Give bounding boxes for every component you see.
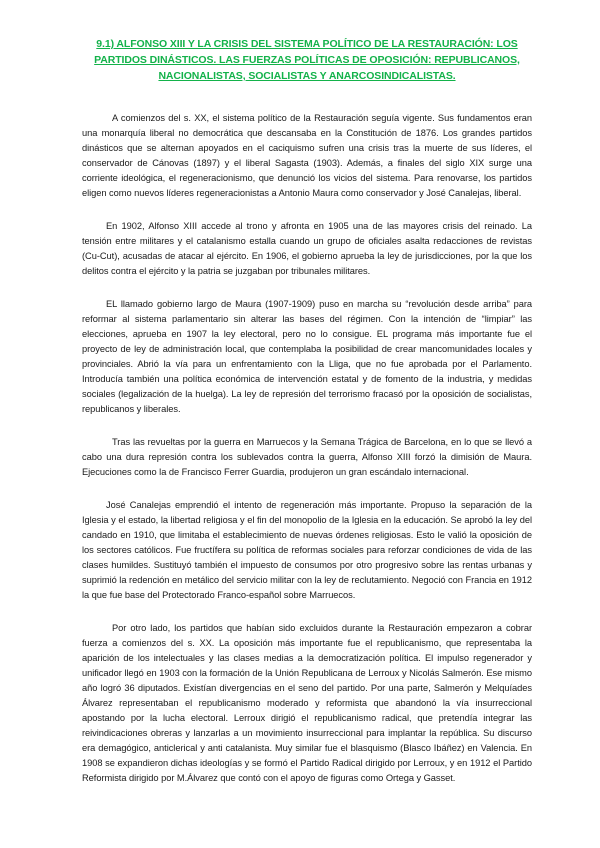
document-title: 9.1) ALFONSO XIII Y LA CRISIS DEL SISTEMA POLÍTICO DE LA RESTAURACIÓN: LOS PARTIDOS DINÁSTICOS. LAS FUERZAS POLÍTICAS DE OPOSICIÓN: REPUBLICANOS, NACIONALISTAS, SOCIALISTAS Y ANARCOSINDICALISTAS. [94,38,520,82]
paragraph-semana-tragica: Tras las revueltas por la guerra en Marruecos y la Semana Trágica de Barcelona, en lo que se llevó a cabo una dura represión contra los sublevados contra la guerra, Alfonso XIII forzó la dimisión de Maura. Ejecuciones como la de Francisco Ferrer Guardia, produjeron un gran escándalo internacional. [82,437,532,477]
paragraph-maura: EL llamado gobierno largo de Maura (1907-1909) puso en marcha su “revolución desde arriba” para reformar al sistema parlamentario sin alterar las bases del régimen. Con la intención de “limpiar” las elecciones, aprueba en 1907 la ley electoral, pero no lo consigue. EL programa más importante fue el proyecto de ley de administración local, que contemplaba la posibilidad de crear mancomunidades locales y provinciales. Abrió la vía para un enfrentamiento con la Lliga, que no fue aprobada por el Parlamento. Introducía también una política económica de intervención estatal y de fomento de la industria, y medidas sociales (legalización de la huelga). La ley de represión del terrorismo fracasó por la oposición de socialistas, republicanos y liberales. [82,299,532,414]
paragraph-canalejas: José Canalejas emprendió el intento de regeneración más importante. Propuso la separación de la Iglesia y el estado, la libertad religiosa y el fin del monopolio de la Iglesia en la educación. Se aprobó la ley del candado en 1910, que limitaba el establecimiento de nuevas órdenes religiosas. Esto le valió la oposición de los sectores católicos. Fue fructífera su política de reformas sociales para reforzar condiciones de vida de las clases humildes. Sustituyó también el impuesto de consumos por otro progresivo sobre las rentas urbanas y suprimió la redención en metálico del servicio militar con la ley de reclutamiento. Negoció con Francia en 1912 la que fue base del Protectorado Franco-español sobre Marruecos. [82,500,532,600]
paragraph-alfonso-xiii: En 1902, Alfonso XIII accede al trono y afronta en 1905 una de las mayores crisis del reinado. La tensión entre militares y el catalanismo estalla cuando un grupo de oficiales asalta redacciones de revistas (Cu-Cut), acusadas de atacar al ejército. En 1906, el gobierno aprueba la ley de jurisdicciones, por la que los delitos contra el ejército y la patria se juzgaban por tribunales militares. [82,221,532,276]
paragraph-oposicion: Por otro lado, los partidos que habían sido excluidos durante la Restauración empezaron a cobrar fuerza a comienzos del s. XX. La oposición más importante fue el republicanismo, que representaba la aparición de los intelectuales y las clases medias a la democratización política. El impulso regenerador y unificador llegó en 1903 con la formación de la Unión Republicana de Lerroux y Nicolás Salmerón. Ese mismo año logró 36 diputados. Existían divergencias en el seno del partido. Por una parte, Salmerón y Melquíades Álvarez representaban el republicanismo moderado y reformista que abandonó la vía insurreccional apostando por la lucha electoral. Lerroux dirigió el republicanismo radical, que pretendía integrar las reivindicaciones obreras y lanzarlas a un movimiento insurreccional para implantar la república. Su discurso era demagógico, anticlerical y anti catalanista. Muy similar fue el blasquismo (Blasco Ibáñez) en Valencia. En 1908 se expandieron dichas ideologías y se formó el Partido Radical dirigido por Lerroux, y en 1912 el Partido Reformista dirigido por M.Álvarez que contó con el apoyo de figuras como Ortega y Gasset. [82,623,532,783]
paragraph-restauracion: A comienzos del s. XX, el sistema político de la Restauración seguía vigente. Sus fundamentos eran una monarquía liberal no democrática que descansaba en la Constitución de 1876. Los grandes partidos dinásticos que se alternan apoyados en el caciquismo sufren una crisis tras la muerte de sus líderes, el conservador de Cánovas (1897) y el liberal Sagasta (1903). Además, a finales del siglo XIX surge una corriente ideológica, el regeneracionismo, que denunció los vicios del sistema. Para renovarse, los partidos eligen como nuevos líderes regeneracionistas a Antonio Maura como conservador y José Canalejas, liberal. [82,113,532,198]
